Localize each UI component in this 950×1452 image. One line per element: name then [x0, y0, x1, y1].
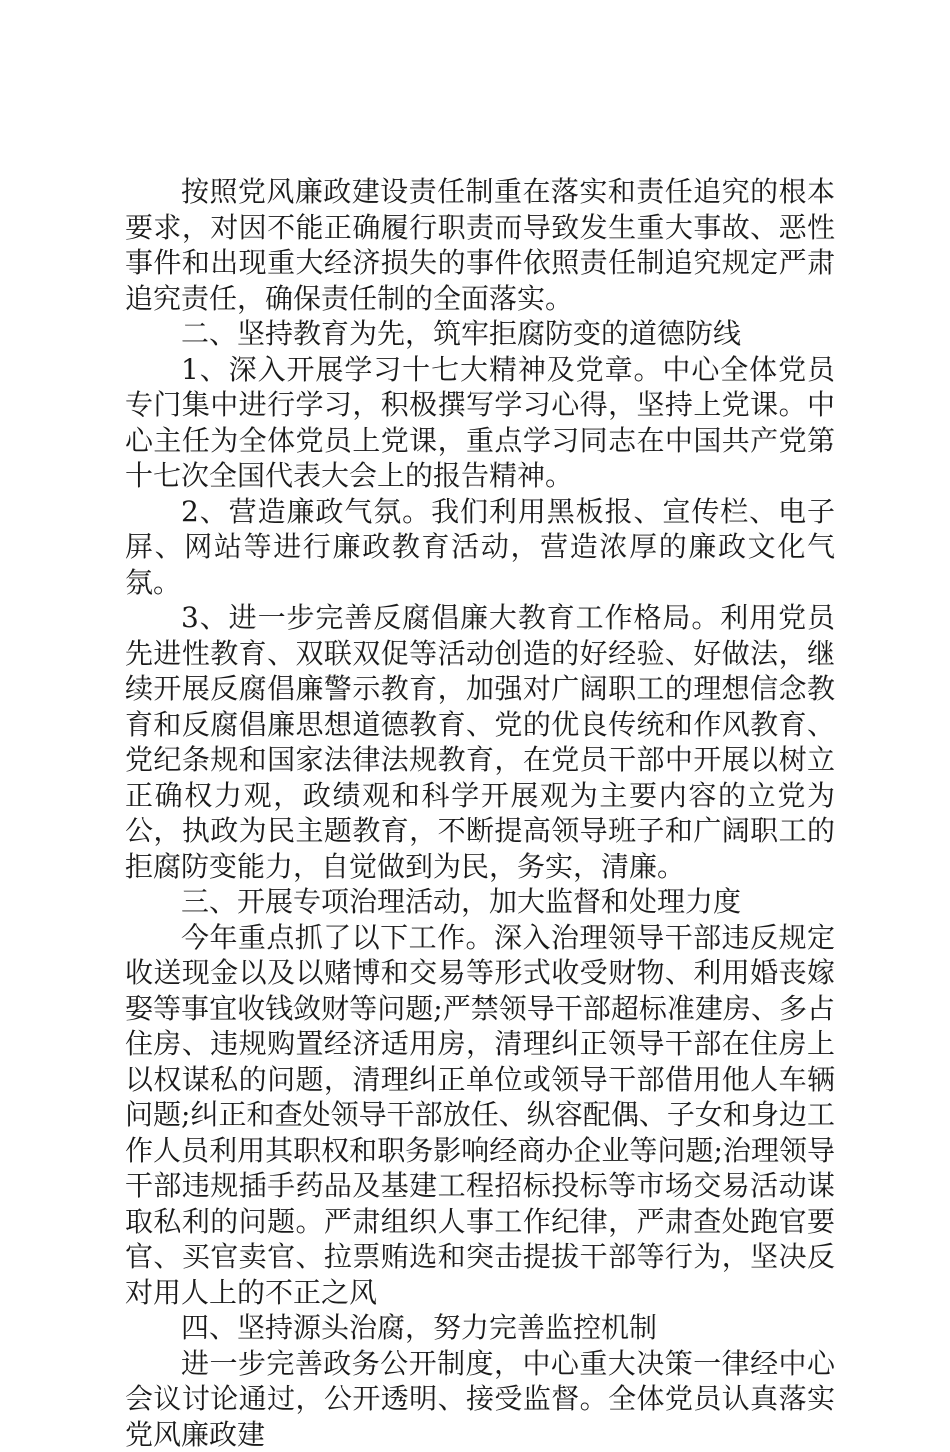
paragraph-item-2-atmosphere: 2、营造廉政气氛。我们利用黑板报、宣传栏、电子屏、网站等进行廉政教育活动，营造浓厚的廉政文化气氛。	[125, 494, 835, 601]
paragraph-responsibility-enforcement: 按照党风廉政建设责任制重在落实和责任追究的根本要求，对因不能正确履行职责而导致发生重大事故、恶性事件和出现重大经济损失的事件依照责任制追究规定严肃追究责任，确保责任制的全面落实。	[125, 174, 835, 316]
paragraph-transparency: 进一步完善政务公开制度，中心重大决策一律经中心会议讨论通过，公开透明、接受监督。全体党员认真落实党风廉政建	[125, 1346, 835, 1452]
heading-section-three: 三、开展专项治理活动，加大监督和处理力度	[125, 884, 835, 920]
heading-section-four: 四、坚持源头治腐，努力完善监控机制	[125, 1310, 835, 1346]
paragraph-special-governance: 今年重点抓了以下工作。深入治理领导干部违反规定收送现金以及以赌博和交易等形式收受财物、利用婚丧嫁娶等事宜收钱敛财等问题;严禁领导干部超标准建房、多占住房、违规购置经济适用房，清理纠正领导干部在住房上以权谋私的问题，清理纠正单位或领导干部借用他人车辆问题;纠正和查处领导干部放任、纵容配偶、子女和身边工作人员利用其职权和职务影响经商办企业等问题;治理领导干部违规插手药品及基建工程招标投标等市场交易活动谋取私利的问题。严肃组织人事工作纪律，严肃查处跑官要官、买官卖官、拉票贿选和突击提拔干部等行为，坚决反对用人上的不正之风	[125, 920, 835, 1311]
paragraph-item-3-education-framework: 3、进一步完善反腐倡廉大教育工作格局。利用党员先进性教育、双联双促等活动创造的好经验、好做法，继续开展反腐倡廉警示教育，加强对广阔职工的理想信念教育和反腐倡廉思想道德教育、党的优良传统和作风教育、党纪条规和国家法律法规教育，在党员干部中开展以树立正确权力观，政绩观和科学开展观为主要内容的立党为公，执政为民主题教育，不断提高领导班子和广阔职工的拒腐防变能力，自觉做到为民，务实，清廉。	[125, 600, 835, 884]
heading-section-two: 二、坚持教育为先，筑牢拒腐防变的道德防线	[125, 316, 835, 352]
paragraph-item-1-study: 1、深入开展学习十七大精神及党章。中心全体党员专门集中进行学习，积极撰写学习心得，坚持上党课。中心主任为全体党员上党课，重点学习同志在中国共产党第十七次全国代表大会上的报告精神。	[125, 352, 835, 494]
document-body	[125, 174, 835, 1452]
